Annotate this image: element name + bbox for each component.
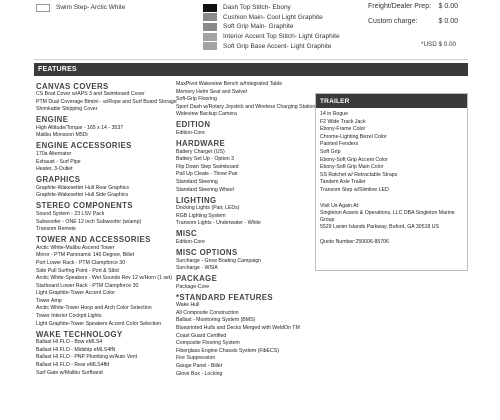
feature-item: Light Graphite-Tower Accent Color bbox=[36, 290, 116, 297]
trailer-item: Chrome-Lighting Bezel Color bbox=[320, 133, 387, 140]
features-left-column bbox=[36, 80, 177, 377]
swatch-label: Swim Step- Arctic White bbox=[56, 4, 126, 12]
feature-item: Gauge Panel - Billet bbox=[176, 363, 223, 370]
feature-item: Ballast HI FLO - Midship eMLS4fN bbox=[36, 346, 116, 353]
trailer-item: Soft Grip bbox=[320, 148, 341, 155]
section-heading: TOWER AND ACCESSORIES bbox=[36, 235, 151, 245]
feature-item: Docking Lights (Pair, LEDs) bbox=[176, 205, 240, 212]
feature-item: Mirror - PTM Panoramic 140 Degree, Billet bbox=[36, 252, 135, 259]
feature-item: Memory Helm Seat and Swivel bbox=[176, 88, 247, 95]
trailer-item: Tandem Axle Trailer bbox=[320, 179, 366, 186]
feature-item: Edition-Core bbox=[176, 238, 205, 245]
trailer-item: Transom Step w/Slimline LED bbox=[320, 186, 389, 193]
color-swatch-row bbox=[203, 22, 363, 32]
feature-item: Edition-Core bbox=[176, 129, 205, 136]
feature-item: Standard Steering Wheel bbox=[176, 186, 234, 193]
custom-charge-label: Custom charge: bbox=[368, 18, 418, 25]
color-swatch bbox=[203, 13, 217, 21]
color-swatch-row bbox=[203, 3, 363, 13]
color-swatch-row bbox=[203, 41, 363, 51]
swatch-label: Cushion Main- Cool Light Graphite bbox=[223, 13, 323, 21]
dealer-info bbox=[316, 203, 467, 231]
feature-item: High Altitude/Torque - 165 x 14 - 3537 bbox=[36, 124, 124, 131]
section-heading: ENGINE bbox=[36, 115, 69, 125]
color-swatch bbox=[203, 33, 217, 41]
section-heading: MISC OPTIONS bbox=[176, 248, 238, 257]
feature-item: Starboard Lower Rack - PTM Clampforce 30 bbox=[36, 282, 139, 289]
feature-item: Surcharge - WSIA bbox=[176, 265, 218, 272]
feature-item: Composite Flooring System bbox=[176, 340, 240, 347]
feature-item: 170a Alternator bbox=[36, 150, 72, 157]
feature-item: Graphite-Wakesetter Hull Side Graphics bbox=[36, 192, 129, 199]
usd-total: *USD $ 0.00 bbox=[421, 41, 457, 48]
swatch-label: Soft Grip Base Accent- Light Graphite bbox=[223, 42, 332, 50]
section-heading: EDITION bbox=[176, 120, 211, 130]
trailer-item: 14 in Rogue bbox=[320, 111, 348, 117]
feature-item: Surf Gate w/Malibu Surfband bbox=[36, 369, 103, 376]
feature-item: Heater, 3-Outlet bbox=[36, 166, 73, 173]
feature-item: Battery Set Up - Option 3 bbox=[176, 156, 234, 163]
custom-charge-value: $ 0.00 bbox=[438, 18, 458, 25]
color-swatch bbox=[203, 4, 217, 12]
section-heading: CANVAS COVERS bbox=[36, 81, 109, 91]
swatch-label: Dash Top Stitch- Ebony bbox=[223, 4, 291, 12]
section-heading: HARDWARE bbox=[176, 139, 226, 149]
feature-item: Ballast HI FLO - PNP Plumbing w/Auto Vent bbox=[36, 354, 138, 361]
quote-number: Quote Number:250606-85706 bbox=[320, 238, 389, 245]
separator bbox=[34, 59, 468, 60]
feature-item: Soft-Grip Flooring bbox=[176, 96, 217, 103]
feature-item: PTM Dual Coverage Bimini - w/Rope and Surf Board Storage bbox=[36, 98, 177, 105]
feature-item: Sport Dash w/Rotary Joystick and Wireless Charging Station bbox=[176, 103, 316, 110]
swatch-group-mid bbox=[203, 3, 363, 51]
feature-item: Pull Up Cleats - Three Pair bbox=[176, 171, 238, 178]
section-heading: MISC bbox=[176, 229, 198, 239]
feature-item: Flip Down Step Swimboard bbox=[176, 163, 239, 170]
color-swatch bbox=[203, 42, 217, 50]
dealer-line: Singleton Assets & Operations, LLC DBA Singleton Marine bbox=[320, 209, 455, 216]
color-swatch-row bbox=[203, 32, 363, 42]
features-heading: FEATURES bbox=[34, 63, 468, 76]
feature-item: Light Graphite-Tower Speakers Accent Color Selection bbox=[36, 320, 162, 327]
feature-item: Arctic White-Tower Hoop and Arch Color Selection bbox=[36, 305, 152, 312]
dealer-line: 5529 Lanier Islands Parkway, Buford, GA 30518 US bbox=[320, 223, 439, 230]
trailer-item: Ebony-Frame Color bbox=[320, 126, 366, 133]
section-heading: GRAPHICS bbox=[36, 175, 81, 185]
section-heading: STEREO COMPONENTS bbox=[36, 201, 133, 211]
feature-item: Subwoofer - ONE 12 inch Subwoofer (w/amp) bbox=[36, 218, 142, 225]
feature-item: Ballast - Monitoring System (BMS) bbox=[176, 317, 256, 324]
trailer-heading: TRAILER bbox=[316, 94, 467, 108]
feature-item: Tower Amp bbox=[36, 297, 62, 304]
feature-item: Ballast HI FLO - Rear eMLS4ffd bbox=[36, 362, 110, 369]
features-mid-column bbox=[176, 81, 316, 378]
trailer-item: Ebony-Soft Grip Main Color bbox=[320, 164, 384, 171]
feature-item: Wideview Backup Camera bbox=[176, 111, 237, 118]
feature-item: Arctic White-Speakers - Wet Sounds Rev 12 w/Horn (1 set) bbox=[36, 275, 172, 282]
section-heading: WAKE TECHNOLOGY bbox=[36, 329, 123, 339]
section-heading: ENGINE ACCESSORIES bbox=[36, 141, 132, 151]
feature-item: Wake Hull bbox=[176, 302, 200, 309]
swatch-label: Soft Grip Main- Graphite bbox=[223, 23, 294, 31]
section-heading: *STANDARD FEATURES bbox=[176, 292, 274, 302]
trailer-item: F2 Wide Track Jack bbox=[320, 118, 366, 125]
feature-item: MaxPivot Wakeview Bench w/Integrated Table bbox=[176, 81, 283, 87]
feature-item: Tower Interior Cockpit Lights bbox=[36, 313, 102, 320]
feature-item: Coast Guard Certified bbox=[176, 332, 227, 339]
feature-item: Malibu Monsoon M5Di bbox=[36, 132, 88, 139]
trailer-item: Painted Fenders bbox=[320, 141, 359, 148]
trailer-panel bbox=[315, 93, 468, 271]
feature-item: All Composite Construction bbox=[176, 309, 239, 316]
section-heading: PACKAGE bbox=[176, 274, 218, 284]
feature-item: Side Pull Surfing Point - Port & Stbd bbox=[36, 267, 119, 274]
feature-item: Surcharge - Grow Boating Campaign bbox=[176, 257, 262, 264]
dealer-line: Group bbox=[320, 216, 335, 223]
feature-item: CS Boat Cover w/APS 3 and Swimboard Cover bbox=[36, 91, 145, 97]
feature-item: Battery Charger (US) bbox=[176, 148, 225, 155]
feature-item: Blueprinted Hulls and Decks Merged with WeldOn TM bbox=[176, 325, 300, 332]
feature-item: Graphite-Wakesetter Hull Rear Graphics bbox=[36, 184, 129, 191]
trailer-item: Ebony-Soft Grip Accent Color bbox=[320, 156, 388, 163]
color-swatch-row bbox=[203, 13, 363, 23]
feature-item: Transom Lights - Underwater - White bbox=[176, 220, 261, 227]
feature-item: Standard Steering bbox=[176, 178, 218, 185]
feature-item: Fire Suppression bbox=[176, 355, 216, 362]
feature-item: Sound System - 23 LSV Pack bbox=[36, 210, 105, 217]
section-heading: LIGHTING bbox=[176, 195, 217, 205]
feature-item: Ballast HI FLO - Bow eMLS4 bbox=[36, 339, 103, 346]
feature-item: Fiberglass Engine Chassis System (FibECS) bbox=[176, 347, 279, 354]
trailer-items bbox=[316, 108, 467, 195]
feature-item: RGB Lighting System bbox=[176, 212, 226, 219]
feature-item: Glove Box - Locking bbox=[176, 370, 223, 377]
color-swatch-row bbox=[36, 3, 186, 13]
dealer-line: Visit Us Again At: bbox=[320, 202, 360, 209]
swatch-group-left bbox=[36, 3, 186, 13]
feature-item: Exhaust - Surf Pipe bbox=[36, 158, 81, 165]
feature-item: Package-Core bbox=[176, 283, 210, 290]
feature-item: Arctic White-Malibu Ascend Tower bbox=[36, 244, 115, 251]
feature-item: Transom Remote bbox=[36, 226, 76, 233]
freight-value: $ 0.00 bbox=[438, 3, 458, 10]
feature-item: Shrinkable Shipping Cover bbox=[36, 106, 98, 113]
color-swatch bbox=[36, 4, 50, 12]
swatch-label: Interior Accent Top Stitch- Light Graphite bbox=[223, 33, 340, 41]
feature-item: Port Lower Rack - PTM Clampforce 30 bbox=[36, 259, 126, 266]
color-swatch bbox=[203, 23, 217, 31]
freight-label: Freight/Dealer Prep: bbox=[368, 3, 432, 10]
trailer-item: SS Ratchet w/ Retractable Straps bbox=[320, 171, 398, 178]
